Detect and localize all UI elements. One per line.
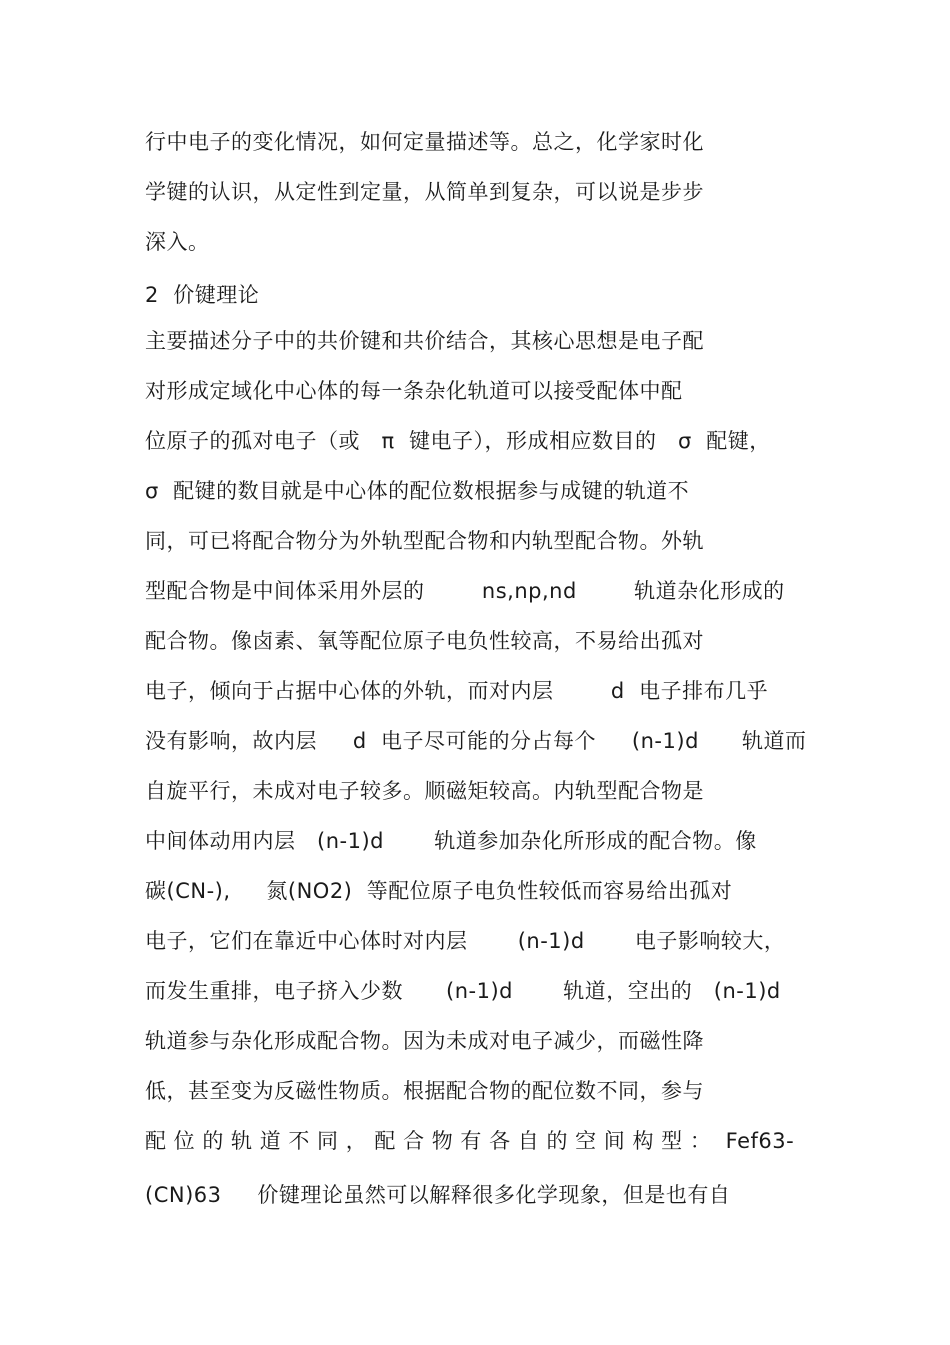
text-line: 电子，它们在靠近中心体时对内层 (n-1)d 电子影响较大， bbox=[145, 929, 786, 953]
text-line: 主要描述分子中的共价键和共价结合，其核心思想是电子配 bbox=[145, 329, 704, 353]
text-line: 碳(CN-), 氮(NO2) 等配位原子电负性较低而容易给出孤对 bbox=[145, 879, 733, 903]
text-line: 学键的认识，从定性到定量，从简单到复杂，可以说是步步 bbox=[145, 180, 704, 204]
text-line: 配合物。像卤素、氧等配位原子电负性较高，不易给出孤对 bbox=[145, 629, 704, 653]
text-line: 型配合物是中间体采用外层的 ns,np,nd 轨道杂化形成的 bbox=[145, 579, 785, 603]
text-line: 没有影响，故内层 d 电子尽可能的分占每个 (n-1)d 轨道而 bbox=[145, 729, 807, 753]
text-line: σ 配键的数目就是中心体的配位数根据参与成键的轨道不 bbox=[145, 479, 690, 503]
text-line: 电子，倾向于占据中心体的外轨，而对内层 d 电子排布几乎 bbox=[145, 679, 769, 703]
text-line: 自旋平行，未成对电子较多。顺磁矩较高。内轨型配合物是 bbox=[145, 779, 704, 803]
section-heading: 2 价键理论 bbox=[145, 283, 260, 307]
text-line: (CN)63 价键理论虽然可以解释很多化学现象，但是也有自 bbox=[145, 1183, 731, 1207]
text-line: 深入。 bbox=[145, 230, 210, 254]
text-line: 对形成定域化中心体的每一条杂化轨道可以接受配体中配 bbox=[145, 379, 683, 403]
text-line: 同，可已将配合物分为外轨型配合物和内轨型配合物。外轨 bbox=[145, 529, 704, 553]
text-line: 行中电子的变化情况，如何定量描述等。总之，化学家时化 bbox=[145, 130, 704, 154]
text-line: 中间体动用内层 (n-1)d 轨道参加杂化所形成的配合物。像 bbox=[145, 829, 757, 853]
text-line: 配 位 的 轨 道 不 同 ， 配 合 物 有 各 自 的 空 间 构 型 ： Fef63- bbox=[145, 1129, 795, 1153]
text-line: 位原子的孤对电子（或 π 键电子），形成相应数目的 σ 配键， bbox=[145, 429, 771, 453]
text-line: 而发生重排，电子挤入少数 (n-1)d 轨道，空出的 (n-1)d bbox=[145, 979, 781, 1003]
text-line: 低，甚至变为反磁性物质。根据配合物的配位数不同，参与 bbox=[145, 1079, 704, 1103]
text-line: 轨道参与杂化形成配合物。因为未成对电子减少，而磁性降 bbox=[145, 1029, 704, 1053]
